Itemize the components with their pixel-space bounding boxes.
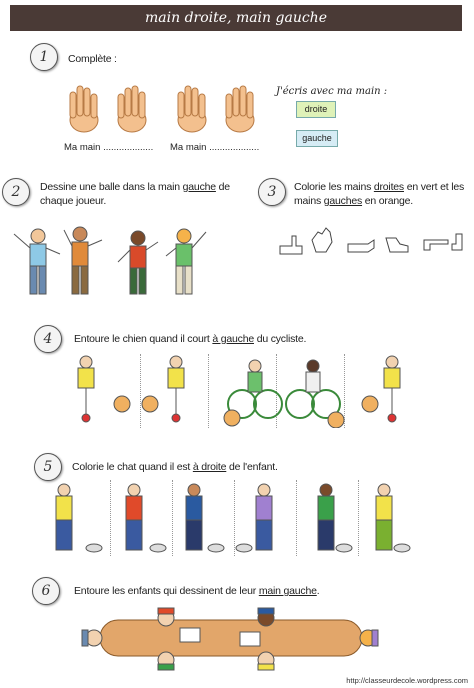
writing-hand-label: J'écris avec ma main : [276, 86, 388, 97]
page-title: main droite, main gauche [145, 10, 327, 26]
exercise-2-text-a: Dessine une balle dans la main [40, 181, 183, 193]
exercise-3-underlined-1: droites [373, 181, 404, 193]
exercise-5-number: 5 [34, 453, 62, 481]
exercise-3-underlined-2: gauches [323, 195, 363, 207]
option-gauche[interactable]: gauche [296, 130, 338, 147]
exercise-3-number: 3 [258, 178, 286, 206]
exercise-2-underlined: gauche [182, 181, 216, 193]
exercise-6-number: 6 [32, 577, 60, 605]
exercise-4-text-a: Entoure le chien quand il court [74, 333, 213, 345]
hand-caption-right: Ma main ................... [170, 142, 260, 153]
cyclist-row [72, 354, 410, 428]
exercise-3-text-c: en orange. [362, 195, 413, 207]
hand-caption-left: Ma main ................... [64, 142, 154, 153]
exercise-6-underlined: main gauche [258, 585, 317, 597]
exercise-4-text-b: du cycliste. [253, 333, 307, 345]
exercise-3-instruction [294, 180, 470, 208]
players-illustration [8, 222, 216, 302]
footer-url: http://classeurdecole.wordpress.com [346, 676, 468, 685]
exercise-4-underlined: à gauche [212, 333, 254, 345]
option-droite[interactable]: droite [296, 101, 336, 118]
exercise-5-instruction [72, 460, 278, 474]
cyclists-dogs-illustration [72, 354, 410, 428]
exercise-2-text-b: de chaque joueur. [40, 181, 230, 207]
exercise-6-text-b: . [316, 585, 320, 597]
classroom-table-illustration [80, 602, 380, 672]
children-cats-illustration [48, 480, 412, 556]
hands-gestures-illustration [278, 226, 470, 258]
exercise-6-instruction [74, 584, 319, 598]
exercise-2-instruction [40, 180, 240, 208]
hands-drawing-left [62, 78, 158, 138]
children-cats-row [48, 480, 412, 556]
exercise-6-text-a: Entoure les enfants qui dessinent de leur [74, 585, 259, 597]
exercise-4-instruction [74, 332, 306, 346]
exercise-5-text-b: de l'enfant. [226, 461, 278, 473]
hands-drawing-right [170, 78, 266, 138]
exercise-1-number: 1 [30, 43, 58, 71]
exercise-2-number: 2 [2, 178, 30, 206]
exercise-5-text-a: Colorie le chat quand il est [72, 461, 193, 473]
exercise-4-number: 4 [34, 325, 62, 353]
page-header [10, 5, 462, 31]
exercise-3-text-a: Colorie les mains [294, 181, 374, 193]
exercise-3-text-b: en vert et les mains [294, 181, 465, 207]
exercise-1-instruction: Complète : [68, 53, 117, 65]
exercise-5-underlined: à droite [192, 461, 227, 473]
